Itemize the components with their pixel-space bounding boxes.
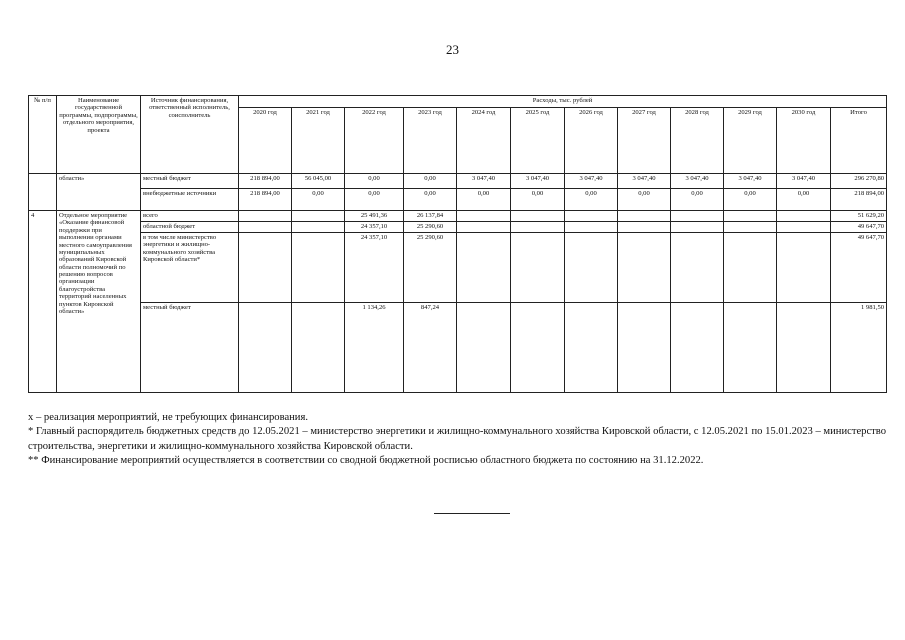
value-cell: 3 047,40 [618, 174, 671, 189]
header-year: 2022 год [345, 108, 404, 174]
header-expenses: Расходы, тыс. рублей [239, 96, 887, 108]
value-cell: 0,00 [345, 174, 404, 189]
value-cell [777, 303, 831, 393]
header-year: 2027 год [618, 108, 671, 174]
value-cell: 3 047,40 [565, 174, 618, 189]
value-cell [511, 303, 565, 393]
value-cell: 3 047,40 [671, 174, 724, 189]
value-cell [511, 222, 565, 233]
header-total: Итого [831, 108, 887, 174]
value-cell: 0,00 [565, 189, 618, 211]
header-source: Источник финансирования, ответственный исполнитель, соисполнитель [141, 96, 239, 174]
value-cell [724, 233, 777, 303]
value-cell [618, 222, 671, 233]
header-year: 2026 год [565, 108, 618, 174]
program-name-cell: Отдельное мероприятие «Оказание финансовой поддержки при выполнении органами местного самоуправления муниципальных образований Кировской области полномочий по решению вопросов организации благоустройства территорий населенных пунктов Кировской области» [57, 211, 141, 393]
table-row [29, 189, 887, 211]
header-year: 2023 год [404, 108, 457, 174]
header-row-1 [29, 96, 887, 108]
table-row [29, 233, 887, 303]
header-year: 2024 год [457, 108, 511, 174]
value-cell [511, 233, 565, 303]
value-cell: 56 045,00 [292, 174, 345, 189]
value-cell [671, 211, 724, 222]
value-cell [671, 233, 724, 303]
value-cell: 1 134,26 [345, 303, 404, 393]
total-cell: 1 981,50 [831, 303, 887, 393]
footnote-star: * Главный распорядитель бюджетных средств до 12.05.2021 – министерство энергетики и жилищно-коммунального хозяйства Кировской области, с 12.05.2021 по 15.01.2023 – министерство строительства, энергетики и жилищно-коммунального хозяйства Кировской области. [28, 426, 886, 452]
value-cell [292, 303, 345, 393]
table-row [29, 211, 887, 222]
total-cell: 49 647,70 [831, 222, 887, 233]
value-cell: 25 290,60 [404, 222, 457, 233]
value-cell [777, 233, 831, 303]
value-cell [239, 222, 292, 233]
table-row [29, 174, 887, 189]
value-cell: 218 894,00 [239, 189, 292, 211]
source-cell: местный бюджет [141, 174, 239, 189]
value-cell [724, 303, 777, 393]
page-number: 23 [446, 42, 459, 57]
header-year: 2028 год [671, 108, 724, 174]
header-year: 2030 год [777, 108, 831, 174]
value-cell [618, 233, 671, 303]
value-cell [292, 222, 345, 233]
value-cell: 25 290,60 [404, 233, 457, 303]
value-cell [565, 211, 618, 222]
value-cell: 0,00 [618, 189, 671, 211]
footnote-x: х – реализация мероприятий, не требующих финансирования. [28, 412, 308, 423]
value-cell: 0,00 [345, 189, 404, 211]
source-cell: всего [141, 211, 239, 222]
value-cell [724, 222, 777, 233]
header-year: 2029 год [724, 108, 777, 174]
value-cell [292, 233, 345, 303]
value-cell: 3 047,40 [777, 174, 831, 189]
value-cell [565, 222, 618, 233]
value-cell: 0,00 [724, 189, 777, 211]
value-cell: 3 047,40 [511, 174, 565, 189]
value-cell [671, 303, 724, 393]
header-year: 2025 год [511, 108, 565, 174]
value-cell [457, 222, 511, 233]
value-cell: 0,00 [404, 174, 457, 189]
value-cell: 0,00 [511, 189, 565, 211]
value-cell: 218 894,00 [239, 174, 292, 189]
source-cell: в том числе министерство энергетики и жилищно-коммунального хозяйства Кировской области* [141, 233, 239, 303]
value-cell [239, 233, 292, 303]
value-cell: 24 357,10 [345, 222, 404, 233]
source-cell: внебюджетные источники [141, 189, 239, 211]
value-cell [671, 222, 724, 233]
value-cell: 25 491,36 [345, 211, 404, 222]
table-row [29, 222, 887, 233]
total-cell: 51 629,20 [831, 211, 887, 222]
value-cell [292, 211, 345, 222]
value-cell: 0,00 [671, 189, 724, 211]
source-cell: местный бюджет [141, 303, 239, 393]
value-cell: 847,24 [404, 303, 457, 393]
value-cell: 3 047,40 [457, 174, 511, 189]
value-cell [457, 303, 511, 393]
total-cell: 296 270,80 [831, 174, 887, 189]
value-cell: 26 137,84 [404, 211, 457, 222]
value-cell: 0,00 [404, 189, 457, 211]
value-cell [565, 303, 618, 393]
program-name-cell: области» [57, 174, 141, 211]
value-cell [511, 211, 565, 222]
value-cell: 0,00 [777, 189, 831, 211]
source-cell: областной бюджет [141, 222, 239, 233]
header-year: 2021 год [292, 108, 345, 174]
table-row [29, 303, 887, 393]
end-divider [434, 513, 510, 514]
value-cell [777, 222, 831, 233]
total-cell: 218 894,00 [831, 189, 887, 211]
row-num-cell: 4 [29, 211, 57, 393]
header-year: 2020 год [239, 108, 292, 174]
footnotes [28, 411, 886, 469]
header-num: № п/п [29, 96, 57, 174]
budget-table [28, 95, 887, 393]
value-cell [239, 211, 292, 222]
value-cell [457, 211, 511, 222]
footnote-double-star: ** Финансирование мероприятий осуществляется в соответствии со сводной бюджетной росписью областного бюджета по состоянию на 31.12.2022. [28, 455, 704, 467]
value-cell [239, 303, 292, 393]
value-cell [777, 211, 831, 222]
row-num-cell [29, 174, 57, 211]
header-name: Наименование государственной программы, подпрограммы, отдельного мероприятия, проекта [57, 96, 141, 174]
value-cell: 24 357,10 [345, 233, 404, 303]
value-cell [618, 211, 671, 222]
total-cell: 49 647,70 [831, 233, 887, 303]
value-cell [724, 211, 777, 222]
value-cell: 0,00 [292, 189, 345, 211]
value-cell [618, 303, 671, 393]
value-cell: 0,00 [457, 189, 511, 211]
value-cell [565, 233, 618, 303]
value-cell: 3 047,40 [724, 174, 777, 189]
value-cell [457, 233, 511, 303]
